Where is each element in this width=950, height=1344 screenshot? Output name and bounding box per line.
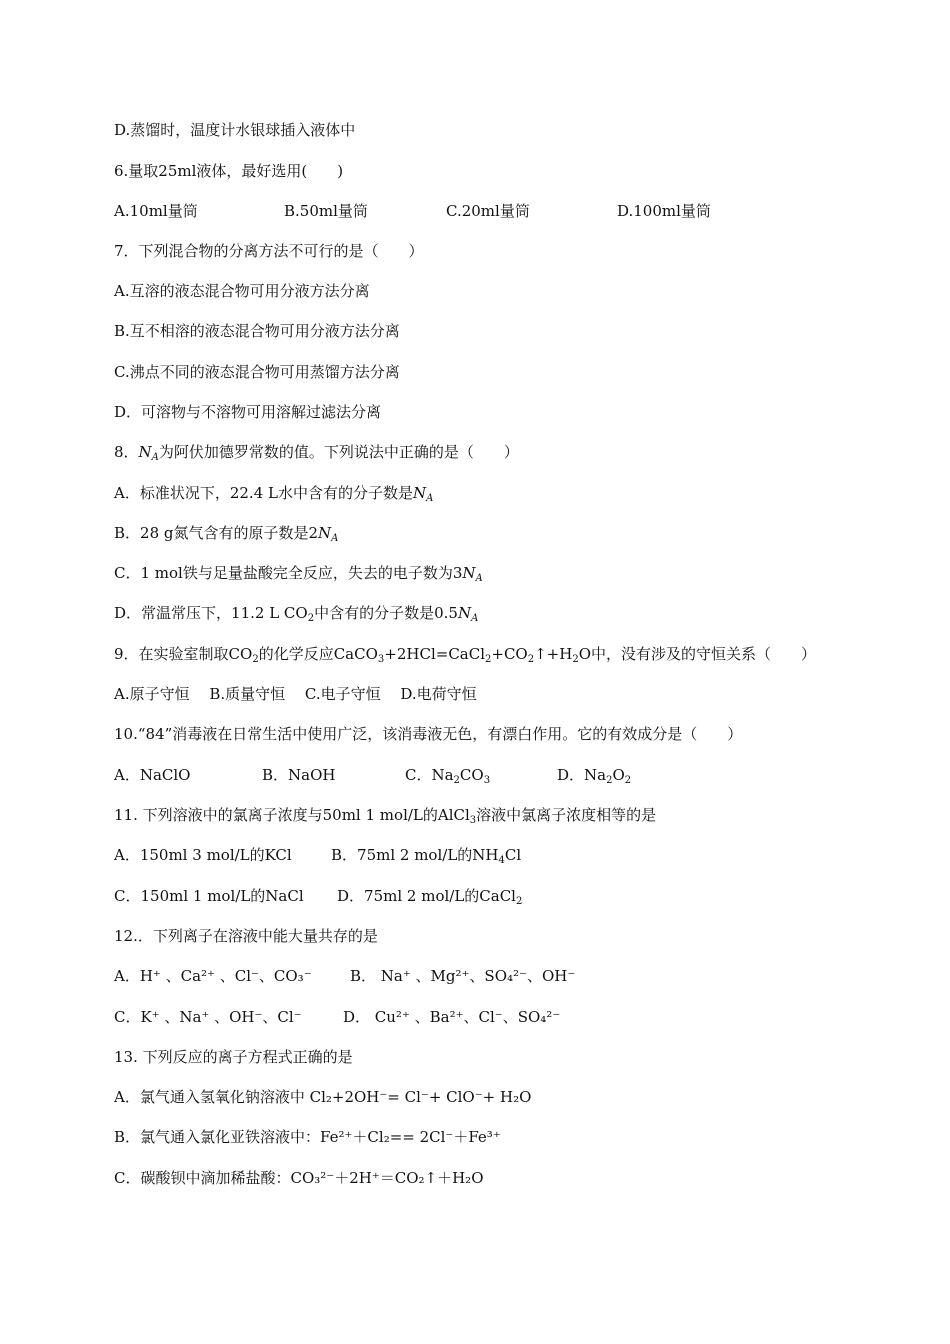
avogadro-symbol: N (138, 443, 152, 461)
q11-option-d (337, 886, 522, 906)
q8-option-b-text: B．28 g氮气含有的原子数是2 (114, 524, 319, 542)
avogadro-subscript: A (151, 452, 159, 463)
avogadro-subscript: A (331, 533, 339, 544)
q13-option-c: C．碳酸钡中滴加稀盐酸：CO₃²⁻＋2H⁺＝CO₂↑＋H₂O (114, 1169, 484, 1187)
q10-stem: 10.“84”消毒液在日常生活中使用广泛，该消毒液无色，有漂白作用。它的有效成分是（ ） (114, 725, 743, 743)
q11-option-a: A．150ml 3 mol/L的KCl (114, 846, 292, 864)
q10-option-c-text-2: CO (459, 766, 484, 784)
q8-number: 8． (114, 443, 139, 461)
q11-option-d-sub: 2 (515, 896, 523, 907)
q9-stem (114, 644, 816, 664)
q13-stem: 13. 下列反应的离子方程式正确的是 (114, 1048, 353, 1066)
q10-option-d-text: D．Na (557, 766, 607, 784)
q10-option-b: B．NaOH (262, 766, 336, 784)
avogadro-symbol: N (412, 484, 427, 502)
q13-option-b: B．氯气通入氯化亚铁溶液中：Fe²⁺＋Cl₂== 2Cl⁻＋Fe³⁺ (114, 1128, 501, 1146)
q9-sub-5: 2 (572, 654, 579, 665)
q11-option-b (331, 845, 521, 865)
q7-stem: 7．下列混合物的分离方法不可行的是（ ） (114, 242, 424, 260)
q11-option-b-text-rest: Cl (504, 846, 522, 864)
q8-option-a (114, 483, 433, 503)
q9-text-4: +CO (491, 645, 528, 663)
q10-option-d (557, 765, 631, 785)
q6-option-c: C.20ml量筒 (446, 202, 530, 220)
q12-option-a: A．H⁺ 、Ca²⁺ 、Cl⁻、CO₃⁻ (114, 967, 312, 985)
q8-option-d-text-rest: 中含有的分子数是0.5 (314, 604, 458, 622)
q9-text-1: 9．在实验室制取CO (114, 645, 253, 663)
q12-option-d: D． Cu²⁺ 、Ba²⁺、Cl⁻、SO₄²⁻ (343, 1008, 561, 1026)
q9-sub-1: 2 (252, 654, 259, 665)
q10-option-c-sub-1: 2 (453, 775, 460, 786)
avogadro-symbol: N (462, 564, 476, 582)
q7-option-a: A.互溶的液态混合物可用分液方法分离 (114, 282, 370, 300)
q11-option-c: C．150ml 1 mol/L的NaCl (114, 887, 304, 905)
q10-option-a: A．NaClO (114, 766, 191, 784)
q8-stem-text: 为阿伏加德罗常数的值。下列说法中正确的是（ ） (158, 443, 519, 461)
q9-text-5: ↑+H (534, 645, 573, 663)
q11-option-b-text: B．75ml 2 mol/L的NH (331, 846, 499, 864)
q10-option-d-text-2: O (612, 766, 625, 784)
q11-option-d-text: D．75ml 2 mol/L的CaCl (337, 887, 516, 905)
avogadro-subscript: A (471, 613, 479, 624)
q11-stem-sub: 3 (469, 815, 477, 826)
q11-stem-text: 11. 下列溶液中的氯离子浓度与50ml 1 mol/L的AlCl (114, 806, 470, 824)
q12-option-b: B． Na⁺ 、Mg²⁺、SO₄²⁻、OH⁻ (350, 967, 576, 985)
q10-option-c (405, 765, 490, 785)
q8-option-d (114, 603, 478, 623)
q8-stem (114, 442, 519, 462)
q7-option-c: C.沸点不同的液态混合物可用蒸馏方法分离 (114, 363, 400, 381)
q8-option-d-text: D．常温常压下，11.2 L CO (114, 604, 308, 622)
q9-sub-3: 2 (485, 654, 492, 665)
q9-options: A.原子守恒 B.质量守恒 C.电子守恒 D.电荷守恒 (114, 685, 477, 703)
q11-stem-text-rest: 溶液中氯离子浓度相等的是 (476, 806, 657, 824)
q10-option-d-sub-2: 2 (624, 775, 632, 786)
q10-option-d-sub-1: 2 (606, 775, 613, 786)
q10-option-c-sub-2: 3 (483, 775, 491, 786)
q12-option-c: C．K⁺ 、Na⁺ 、OH⁻、Cl⁻ (114, 1008, 302, 1026)
q9-sub-4: 2 (527, 654, 535, 665)
q8-option-c-text: C．1 mol铁与足量盐酸完全反应，失去的电子数为3 (114, 564, 463, 582)
q9-text-6: O中，没有涉及的守恒关系（ ） (578, 645, 817, 663)
q6-stem: 6.量取25ml液体，最好选用( ) (114, 162, 344, 180)
q10-option-c-text: C．Na (405, 766, 454, 784)
q7-option-d: D．可溶物与不溶物可用溶解过滤法分离 (114, 403, 382, 421)
q7-option-b: B.互不相溶的液态混合物可用分液方法分离 (114, 322, 400, 340)
q8-option-a-text: A．标准状况下，22.4 L水中含有的分子数是 (114, 484, 413, 502)
q11-option-b-sub: 4 (498, 855, 505, 866)
q9-text-2: 的化学反应CaCO (258, 645, 378, 663)
q9-text-3: +2HCl=CaCl (384, 645, 486, 663)
avogadro-subscript: A (426, 493, 434, 504)
q11-stem (114, 805, 656, 825)
q8-option-b (114, 523, 338, 543)
q5-option-d: D.蒸馏时，温度计水银球插入液体中 (114, 121, 356, 139)
q9-sub-2: 3 (377, 654, 385, 665)
avogadro-symbol: N (457, 604, 472, 622)
q13-option-a: A．氯气通入氢氧化钠溶液中 Cl₂+2OH⁻= Cl⁻+ ClO⁻+ H₂O (114, 1088, 532, 1106)
avogadro-subscript: A (475, 573, 483, 584)
q6-option-b: B.50ml量筒 (284, 202, 368, 220)
q6-option-d: D.100ml量筒 (617, 202, 711, 220)
q12-stem: 12.．下列离子在溶液中能大量共存的是 (114, 927, 378, 945)
q6-option-a: A.10ml量筒 (114, 202, 198, 220)
q8-option-c (114, 563, 483, 583)
co2-subscript: 2 (307, 613, 315, 624)
avogadro-symbol: N (318, 524, 332, 542)
